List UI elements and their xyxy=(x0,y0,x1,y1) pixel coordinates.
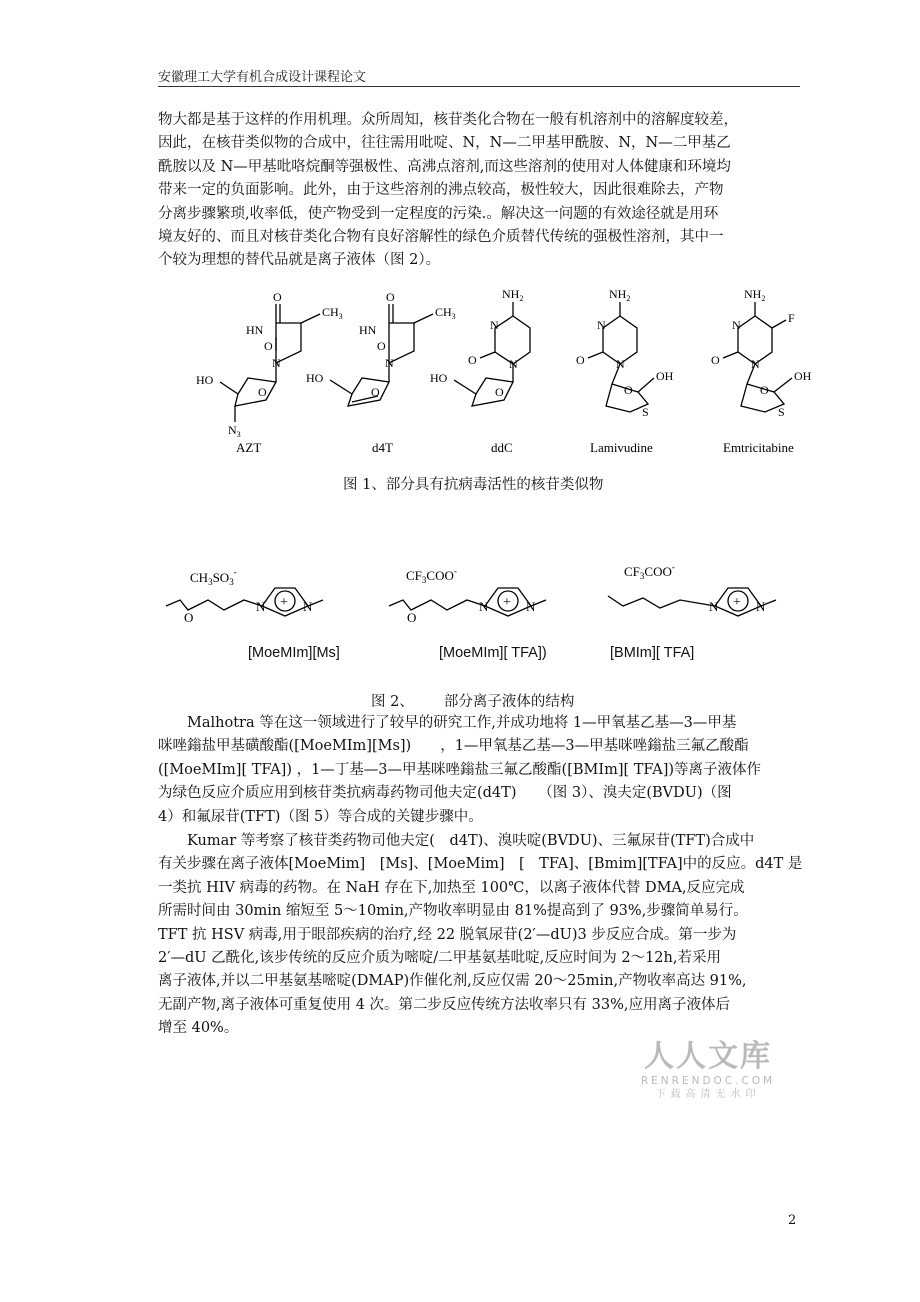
ionic-liquid-label-1: [MoeMIm][Ms] xyxy=(248,645,340,661)
atom-label: N xyxy=(756,599,766,614)
atom-label: + xyxy=(733,595,741,610)
text-line: 4）和氟尿苷(TFT)（图 5）等合成的关键步骤中。 xyxy=(158,808,483,825)
atom-label: N xyxy=(597,318,606,332)
text-line: 咪唑鎓盐甲基磺酸酯([MoeMIm][Ms]) ，1—甲氧基乙基—3—甲基咪唑鎓盐三氟乙酸酯 xyxy=(158,738,749,755)
atom-label: O xyxy=(760,383,769,397)
atom-label: O xyxy=(468,353,477,367)
page-number: 2 xyxy=(788,1213,797,1228)
compound-name-d4t: d4T xyxy=(372,440,393,455)
atom-label: HN xyxy=(246,323,264,337)
text-line: 境友好的、而且对核苷类化合物有良好溶解性的绿色介质替代传统的强极性溶剂，其中一 xyxy=(158,229,724,246)
text-line: 为绿色反应介质应用到核苷类抗病毒药物司他夫定(d4T) （图 3）、溴夫定(BVDU)（图 xyxy=(158,785,732,802)
figure-2-caption-text: 部分离子液体的结构 xyxy=(443,694,575,710)
atom-label: HO xyxy=(306,371,324,385)
paragraph-1 xyxy=(158,109,804,273)
compound-name-emtricitabine: Emtricitabine xyxy=(723,440,794,455)
atom-label: N xyxy=(385,356,394,370)
atom-label: O xyxy=(407,610,417,625)
atom-label: $CH_3$ xyxy=(322,305,343,321)
atom-label: OH xyxy=(794,369,812,383)
text-line: 分离步骤繁琐,收率低，使产物受到一定程度的污染.。解决这一问题的有效途径就是用环 xyxy=(158,205,719,222)
text-line: 个较为理想的替代品就是离子液体（图 2）。 xyxy=(158,252,441,269)
watermark-title: 人人文库 xyxy=(644,1039,772,1074)
atom-label: N xyxy=(751,357,760,371)
figure-1-structures xyxy=(180,272,820,462)
atom-label: $N_3$ xyxy=(228,423,241,439)
text-line: 离子液体,并以二甲基氨基嘧啶(DMAP)作催化剂,反应仅需 20～25min,产物收率高达 91%, xyxy=(158,973,747,990)
figure-2-structures xyxy=(160,558,810,638)
atom-label: N xyxy=(616,357,625,371)
bmim-tfa-structure xyxy=(608,588,776,616)
compound-name-lamivudine: Lamivudine xyxy=(590,440,653,455)
ionic-liquid-label-2: [MoeMIm][ TFA]) xyxy=(439,645,547,661)
paragraph-2 xyxy=(158,712,804,829)
d4t-structure xyxy=(330,304,433,406)
atom-label: O xyxy=(258,385,267,399)
atom-label: N xyxy=(272,356,281,370)
anion-tfa-1: $CF_3COO^-$ xyxy=(406,566,457,585)
page-header: 安徽理工大学有机合成设计课程论文 xyxy=(158,70,367,85)
paragraph-3 xyxy=(158,830,804,1041)
atom-label: O xyxy=(624,383,633,397)
atom-label: O xyxy=(377,339,386,353)
atom-label: N xyxy=(479,599,489,614)
anion-ms: $CH_3SO_3^-$ xyxy=(190,567,237,587)
atom-label: S xyxy=(778,405,785,419)
text-line: ([MoeMIm][ TFA]) ，1—丁基—3—甲基咪唑鎓盐三氟乙酸酯([BMIm][ TFA])等离子液体作 xyxy=(158,761,762,778)
text-line: 增至 40%。 xyxy=(158,1020,239,1037)
atom-label: O xyxy=(371,385,380,399)
atom-label: $NH_2$ xyxy=(502,287,524,303)
atom-label: O xyxy=(386,290,395,304)
atom-label: N xyxy=(256,599,266,614)
text-line: 有关步骤在离子液体[MoeMim] [Ms]、[MoeMim] [ TFA]、[Bmim][TFA]中的反应。d4T 是 xyxy=(158,856,803,873)
text-line: 酰胺以及 N—甲基吡咯烷酮等强极性、高沸点溶剂,而这些溶剂的使用对人体健康和环境均 xyxy=(158,158,731,175)
atom-label: O xyxy=(576,353,585,367)
anion-tfa-2: $CF_3COO^-$ xyxy=(624,562,675,581)
atom-label: $CH_3$ xyxy=(435,305,456,321)
atom-label: OH xyxy=(656,369,674,383)
atom-label: F xyxy=(788,311,795,325)
ionic-liquid-label-3: [BMIm][ TFA] xyxy=(610,645,695,661)
atom-label: N xyxy=(709,599,719,614)
watermark xyxy=(638,1040,778,1102)
atom-label: + xyxy=(280,595,288,610)
atom-label: HO xyxy=(430,371,448,385)
atom-label: O xyxy=(495,385,504,399)
text-line: 一类抗 HIV 病毒的药物。在 NaH 存在下,加热至 100℃，以离子液体代替 DMA,反应完成 xyxy=(158,879,745,896)
text-line: 因此，在核苷类似物的合成中，往往需用吡啶、N，N—二甲基甲酰胺、N，N—二甲基乙 xyxy=(158,135,731,152)
atom-label: O xyxy=(711,353,720,367)
atom-label: N xyxy=(303,599,313,614)
watermark-slogan: 下载高清无水印 xyxy=(655,1089,761,1100)
watermark-domain: RENRENDOC.COM xyxy=(640,1075,776,1087)
atom-label: O xyxy=(273,290,282,304)
text-line: TFT 抗 HSV 病毒,用于眼部疾病的治疗,经 22 脱氧尿苷(2′—dU)3 步反应合成。第一步为 xyxy=(158,926,737,943)
text-line: 无副产物,离子液体可重复使用 4 次。第二步反应传统方法收率只有 33%,应用离子液体后 xyxy=(158,996,730,1013)
atom-label: $NH_2$ xyxy=(744,287,766,303)
atom-label: N xyxy=(732,318,741,332)
atom-label: HO xyxy=(196,373,214,387)
atom-label: S xyxy=(642,405,649,419)
figure-2-caption-number: 图 2、 xyxy=(371,694,414,710)
atom-label: $NH_2$ xyxy=(609,287,631,303)
atom-label: O xyxy=(264,339,273,353)
text-line: 带来一定的负面影响。此外，由于这些溶剂的沸点较高，极性较大，因此很难除去，产物 xyxy=(158,182,724,199)
compound-name-ddc: ddC xyxy=(491,440,513,455)
figure-1-caption: 图 1、部分具有抗病毒活性的核苷类似物 xyxy=(343,477,604,493)
header-rule xyxy=(158,86,800,87)
text-line: 2′—dU 乙酰化,该步传统的反应介质为嘧啶/二甲基氨基吡啶,反应时间为 2～12h,若采用 xyxy=(158,950,721,967)
atom-label: + xyxy=(503,595,511,610)
atom-label: HN xyxy=(359,323,377,337)
figure-2-caption xyxy=(371,690,574,711)
text-line: 物大都是基于这样的作用机理。众所周知，核苷类化合物在一般有机溶剂中的溶解度较差， xyxy=(158,112,738,128)
text-line: 所需时间由 30min 缩短至 5～10min,产物收率明显由 81%提高到了 93%,步骤简单易行。 xyxy=(158,903,748,920)
atom-label: N xyxy=(509,357,518,371)
azt-structure xyxy=(220,304,320,422)
atom-label: O xyxy=(184,610,194,625)
atom-label: N xyxy=(490,318,499,332)
text-line: Kumar 等考察了核苷类药物司他夫定( d4T)、溴呋啶(BVDU)、三氟尿苷(TFT)合成中 xyxy=(158,833,755,849)
compound-name-azt: AZT xyxy=(236,440,262,455)
text-line: Malhotra 等在这一领域进行了较早的研究工作,并成功地将 1—甲氧基乙基—3—甲基 xyxy=(158,715,737,731)
atom-label: N xyxy=(526,599,536,614)
